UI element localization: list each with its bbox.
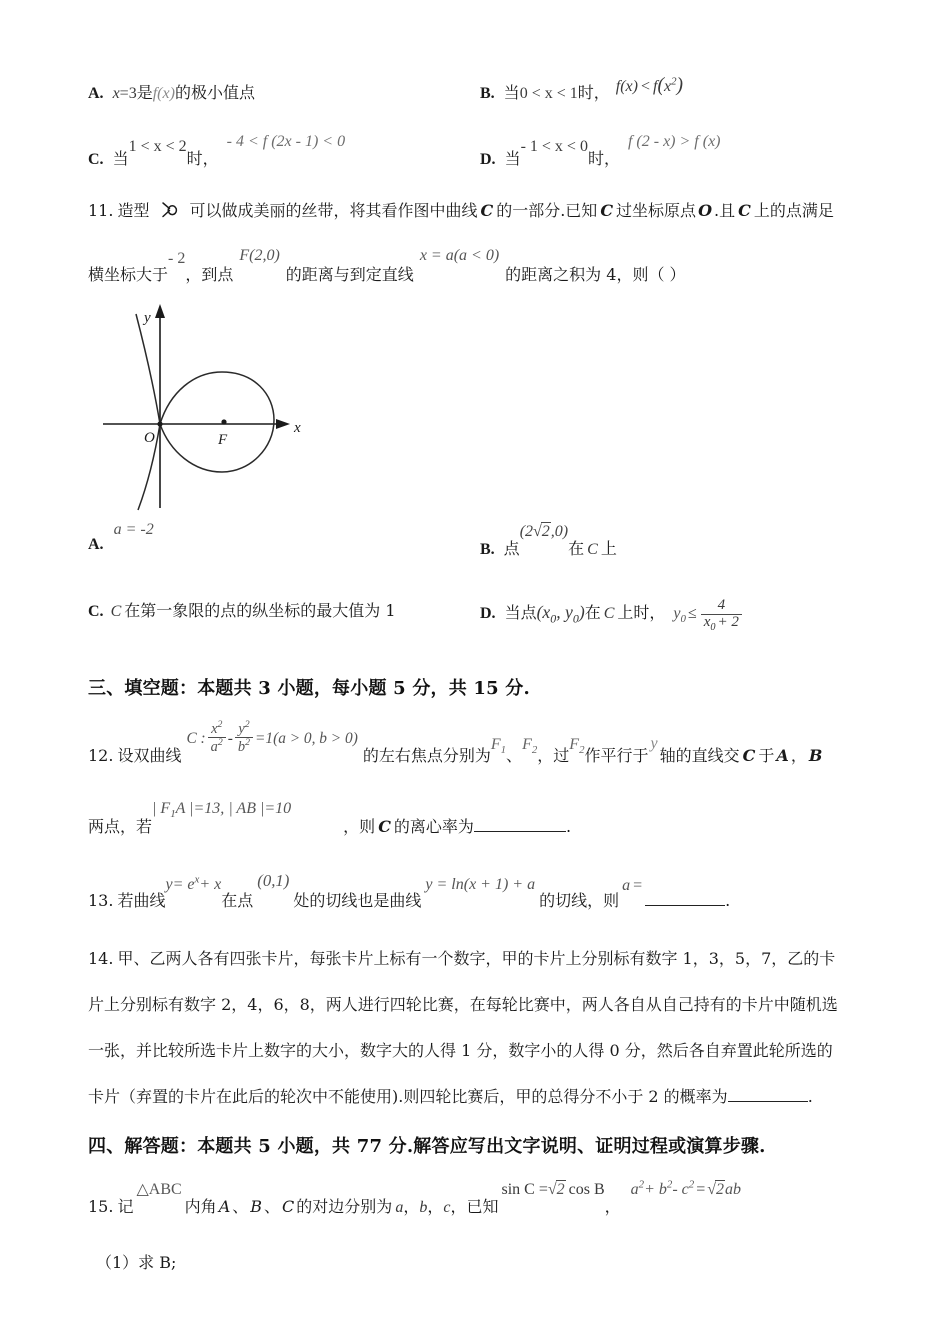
q11-option-b-dian: 点	[503, 539, 520, 558]
q10-option-b-dang: 当	[503, 83, 520, 102]
q10b-close: )	[676, 75, 683, 96]
q12-den1: a	[210, 738, 218, 755]
q12-num1-sup: 2	[217, 719, 223, 730]
q15-f2-plus: + b	[644, 1181, 667, 1198]
q13-lead: 若曲线	[117, 891, 166, 910]
q13-curve1	[165, 873, 222, 893]
q10-option-b	[480, 75, 683, 104]
q15-angle-b: B	[250, 1197, 263, 1216]
q15-side-b: b	[419, 1199, 428, 1216]
q15-f2-b-sup: 2	[666, 1178, 673, 1191]
q11-option-b-label: B.	[480, 541, 495, 558]
q11-option-b-curve: C	[587, 541, 598, 558]
q12-num2: y	[238, 720, 245, 737]
q10-option-c-label: C.	[88, 151, 104, 168]
q12-comma1: 、	[506, 746, 523, 766]
q13-end: .	[725, 891, 731, 910]
q11-l2-part1: 横坐标大于	[88, 265, 169, 284]
q10-option-b-shi: 时，	[577, 83, 610, 102]
q10-option-a-eq: =3	[119, 85, 137, 102]
q11d-sub1: 0	[550, 611, 557, 626]
q13-part3: 的切线，则	[539, 891, 620, 910]
q10-option-b-formula	[615, 75, 683, 96]
q11-number: 11.	[88, 201, 114, 220]
q11b-close: ,0)	[550, 523, 569, 540]
q15-dun2: 、	[264, 1197, 281, 1216]
q13-var-a: a	[622, 877, 631, 894]
q11-option-b-point	[520, 523, 568, 540]
q11d-ysub: 0	[680, 613, 686, 626]
q10b-open: (	[657, 75, 664, 96]
q12-formula-tail: =1(a > 0, b > 0)	[255, 730, 358, 748]
q12-number: 12.	[88, 746, 114, 766]
q13-point: (0,1)	[257, 871, 290, 890]
q13-curve1-y: y	[165, 876, 173, 893]
q12-frac2-num	[235, 720, 253, 737]
q10-option-a-label: A.	[88, 85, 104, 102]
q15-side-a: a	[395, 1199, 404, 1216]
q13-line	[88, 871, 731, 910]
q11-l2-part2: ，到点	[185, 265, 234, 284]
q15-f2-a: a	[630, 1181, 639, 1198]
q12-l2-f1a-sub: 1	[170, 808, 176, 821]
q15-sinc: sin C =	[501, 1181, 548, 1198]
q15-side-c: c	[443, 1199, 451, 1216]
q12-num2-sup: 2	[244, 719, 250, 730]
q10-option-b-label: B.	[480, 85, 495, 102]
q12-l2-part3: 的离心率为	[393, 817, 474, 836]
q12-f2b-sub: 2	[579, 744, 585, 757]
q11b-radical: √2	[533, 523, 550, 540]
q11-option-c	[88, 598, 396, 621]
q12-l2-f1a-pre: | F	[152, 800, 171, 817]
q12-l2-end: .	[565, 817, 572, 836]
q10-option-a-var: x	[112, 85, 120, 102]
q11-l2-part3: 的距离与到定直线	[285, 265, 414, 284]
q10-option-d-shi: 时，	[587, 149, 620, 168]
q12-c: C :	[186, 730, 206, 748]
q12-y-axis: y	[650, 735, 658, 753]
q14-line4-end: .	[807, 1087, 813, 1106]
q11-option-a-label: A.	[88, 536, 104, 553]
figure-x-label: x	[294, 420, 301, 436]
q11-l2-line: x = a(a < 0)	[419, 247, 500, 264]
q15-lead: 记	[117, 1197, 134, 1216]
q12-f2-sub: 2	[531, 744, 538, 757]
q11b-radicand: 2	[541, 523, 550, 540]
q10-option-d-formula: f (2 - x) > f (x)	[627, 133, 721, 150]
q11-option-a	[88, 521, 154, 553]
q12-l2-part2: ，则	[343, 817, 376, 836]
q11-option-d-label: D.	[480, 604, 496, 622]
q11d-frac-num: 4	[717, 597, 726, 613]
q11-option-d-point	[536, 601, 585, 626]
q10b-f2: f	[653, 78, 658, 95]
q12-f2	[522, 736, 538, 757]
q12-line1	[88, 719, 823, 767]
q15-part3: 已知	[466, 1197, 499, 1216]
q12-frac1-den	[208, 737, 226, 755]
q11-part4: .且	[714, 201, 736, 220]
q12-f1-letter: F	[490, 736, 501, 754]
q15-f2-c-sup: 2	[688, 1178, 695, 1191]
q12-l2-c: C	[378, 817, 391, 836]
q10-option-a-fnarg: (x)	[157, 85, 175, 102]
q13-equals: =	[633, 877, 643, 894]
q10b-f: f	[615, 78, 621, 95]
q13-curve1-rest: + x	[199, 876, 222, 893]
q11-part5: 上的点满足	[753, 201, 834, 220]
q13-part1: 在点	[221, 891, 254, 910]
q15-rad1-radicand: 2	[556, 1181, 565, 1198]
q12-frac2-den	[235, 737, 253, 755]
q11-part3: 过坐标原点	[616, 201, 697, 220]
q12-part1: 的左右焦点分别为	[362, 746, 491, 766]
q14-number: 14.	[88, 949, 114, 968]
q15-part2: 的对边分别为	[296, 1197, 393, 1216]
q15-comma2: ，	[427, 1197, 444, 1216]
q15-f2-tail: ab	[725, 1181, 742, 1198]
q12-part2: ，过	[537, 746, 570, 766]
q12-l2-ab: | AB |=10	[228, 800, 292, 817]
q15-formula-2	[630, 1178, 742, 1198]
q11-option-d-zai: 在	[584, 602, 601, 622]
q12-lead: 设双曲线	[117, 746, 182, 766]
q13-number: 13.	[88, 891, 114, 910]
q11-option-c-label: C.	[88, 603, 104, 620]
q15-rad-1: √2	[547, 1181, 565, 1198]
q11d-frac-den	[701, 614, 742, 634]
q13-curve1-eq: = e	[172, 876, 195, 893]
q10b-x: (x)	[620, 78, 638, 95]
q12-part4: 轴的直线交	[659, 746, 740, 766]
q11-option-d-dangdian: 当点	[504, 602, 537, 622]
q13-part2: 处的切线也是曲线	[293, 891, 422, 910]
q11-option-b-zai: 在	[568, 539, 585, 558]
q11-origin-o: O	[698, 201, 712, 220]
q13-answer-blank[interactable]	[645, 905, 725, 906]
q15-rad-2: √2	[707, 1181, 725, 1198]
q15-angle-a: A	[218, 1197, 231, 1216]
q10-option-d-label: D.	[480, 151, 496, 168]
q12-f2b-letter: F	[569, 736, 580, 754]
q11-option-d	[480, 598, 744, 634]
q12-l2-f1a	[152, 800, 225, 821]
q11-option-a-formula: a = -2	[113, 521, 154, 538]
q12-part3: 作平行于	[584, 746, 649, 766]
q11-figure	[98, 296, 348, 516]
q11-part2: 的一部分.已知	[496, 201, 598, 220]
q12-c-label: C	[742, 746, 756, 766]
q12-frac2	[235, 720, 253, 755]
q10-option-c-range: 1 < x < 2	[128, 138, 187, 155]
q11-option-b-shang: 上	[600, 539, 617, 558]
q12-f2-letter: F	[522, 736, 532, 754]
q11-option-b	[480, 523, 617, 558]
q15-rad2-radicand: 2	[716, 1181, 725, 1198]
q10-option-b-range: 0 < x < 1	[519, 85, 578, 102]
q10-option-c	[88, 133, 346, 168]
ribbon-bow-icon	[159, 199, 179, 224]
q10-option-c-dang: 当	[112, 149, 129, 168]
q11d-mid: , y	[556, 601, 573, 622]
figure-focus-label: F	[218, 432, 228, 448]
q12-answer-blank[interactable]	[474, 831, 566, 832]
q12-den2-sup: 2	[245, 736, 251, 748]
q15-f2-eq: =	[696, 1181, 706, 1198]
q12-f2b	[569, 736, 585, 757]
q11d-fraction	[701, 598, 742, 634]
q14-line3: 一张，并比较所选卡片上数字的大小，数字大的人得 1 分，数字小的人得 0 分，然后各自弃置此轮所选的	[88, 1041, 833, 1060]
q10-option-d-range: - 1 < x < 0	[520, 138, 588, 155]
q11d-den-sub: 0	[710, 621, 716, 633]
q11d-den-rest: + 2	[717, 613, 739, 630]
q11-stem-line1	[88, 198, 834, 224]
figure-y-label: y	[144, 310, 151, 326]
q15-number: 15.	[88, 1197, 114, 1216]
q12-part5: 于	[758, 746, 775, 766]
q14-line4	[88, 1084, 813, 1107]
q10b-sup: 2	[671, 75, 677, 88]
q15-f2-a-sup: 2	[638, 1178, 645, 1191]
q14-answer-blank[interactable]	[728, 1101, 808, 1102]
q15-comma3: ，	[450, 1197, 467, 1216]
q10-option-d-dang: 当	[504, 149, 521, 168]
q15-angle-c: C	[282, 1197, 295, 1216]
q12-b-label: B	[808, 746, 823, 766]
q12-line2	[88, 800, 572, 836]
q15-f2-minus: - c	[672, 1181, 689, 1198]
q12-comma2: ，	[790, 746, 807, 766]
q15-cosb: cos B	[568, 1181, 605, 1198]
q14-line2: 片上分别标有数字 2，4，6，8，两人进行四轮比赛，在每轮比赛中，两人各自从自己持有的卡片中随机选	[88, 995, 838, 1014]
q15-triangle: △ABC	[136, 1181, 182, 1198]
q11-part1: 可以做成美丽的丝带，将其看作图中曲线	[189, 201, 478, 220]
q12-frac1	[208, 720, 226, 755]
q11-l2-part4: 的距离之积为 4，则（ ）	[505, 265, 686, 284]
q11-option-c-text: 在第一象限的点的纵坐标的最大值为 1	[124, 601, 396, 620]
q12-f1	[490, 736, 507, 757]
q12-f1-sub: 1	[500, 744, 507, 757]
q12-frac1-num	[208, 720, 226, 737]
q10-option-a-shi: 是	[136, 83, 153, 102]
q11d-den-x: x	[703, 613, 711, 630]
q11-curve-c-2: C	[600, 201, 614, 220]
q11-l2-value: - 2	[168, 250, 186, 267]
q11d-le: ≤	[687, 604, 697, 622]
q15-formula-1	[501, 1181, 604, 1198]
q15-line1	[88, 1178, 742, 1216]
q12-num1: x	[211, 720, 218, 737]
q13-curve1-sup: x	[194, 873, 200, 886]
q12-a-label: A	[776, 746, 789, 766]
q15-part1: 内角	[184, 1197, 217, 1216]
q12-l2-part1: 两点，若	[88, 817, 153, 836]
section-4-heading: 四、解答题：本题共 5 小题，共 77 分.解答应写出文字说明、证明过程或演算步骤.	[88, 1136, 766, 1157]
q10-option-a-tail: 的极小值点	[174, 83, 255, 102]
q11-option-d-curve: C	[603, 604, 615, 622]
q11-option-d-inequality	[673, 597, 744, 633]
q12-den1-sup: 2	[217, 736, 223, 748]
q12-minus: -	[227, 730, 233, 748]
q12-l2-f1a-rest: A |=13,	[175, 800, 225, 817]
q10b-lt: <	[640, 78, 650, 95]
q15-comma4: ，	[604, 1197, 621, 1216]
q11d-sub2: 0	[572, 611, 579, 626]
q11-l2-point: F(2,0)	[239, 247, 280, 264]
q10-option-a-fn: f	[152, 85, 158, 102]
figure-origin-label: O	[144, 430, 155, 446]
q12-den2: b	[237, 738, 246, 755]
q10b-x2: x	[663, 78, 672, 95]
q14-line1	[88, 946, 835, 969]
q15-dun1: 、	[232, 1197, 249, 1216]
q10-option-c-shi: 时，	[186, 149, 219, 168]
q11-lead: 造型	[117, 201, 150, 220]
q10-option-d	[480, 133, 721, 168]
q14-line1-text: 甲、乙两人各有四张卡片，每张卡片上标有一个数字，甲的卡片上分别标有数字 1，3，5，7，乙的卡	[117, 949, 836, 968]
q15-comma1: ，	[403, 1197, 420, 1216]
q15-sub-question-1: （1）求 B;	[96, 1253, 177, 1272]
q14-line4-text: 卡片（弃置的卡片在此后的轮次中不能使用).则四轮比赛后，甲的总得分不小于 2 的概率为	[88, 1087, 728, 1106]
q11-option-c-curve: C	[110, 603, 122, 620]
q11-option-d-shangshi: 上时，	[617, 602, 666, 622]
q11d-open: (x	[536, 601, 551, 622]
q11-curve-c-1: C	[480, 201, 494, 220]
q12-hyperbola-formula	[186, 719, 358, 755]
q10-option-a	[88, 80, 255, 103]
q10-option-c-formula: - 4 < f (2x - 1) < 0	[226, 133, 346, 150]
q11d-y: y	[673, 604, 681, 622]
section-3-heading: 三、填空题：本题共 3 小题，每小题 5 分，共 15 分.	[88, 678, 530, 699]
q11d-close: )	[578, 601, 585, 622]
q11b-open: (2	[519, 523, 534, 540]
q11-stem-line2	[88, 247, 686, 284]
q11-curve-c-3: C	[738, 201, 751, 220]
q13-curve2: y = ln(x + 1) + a	[425, 876, 536, 893]
